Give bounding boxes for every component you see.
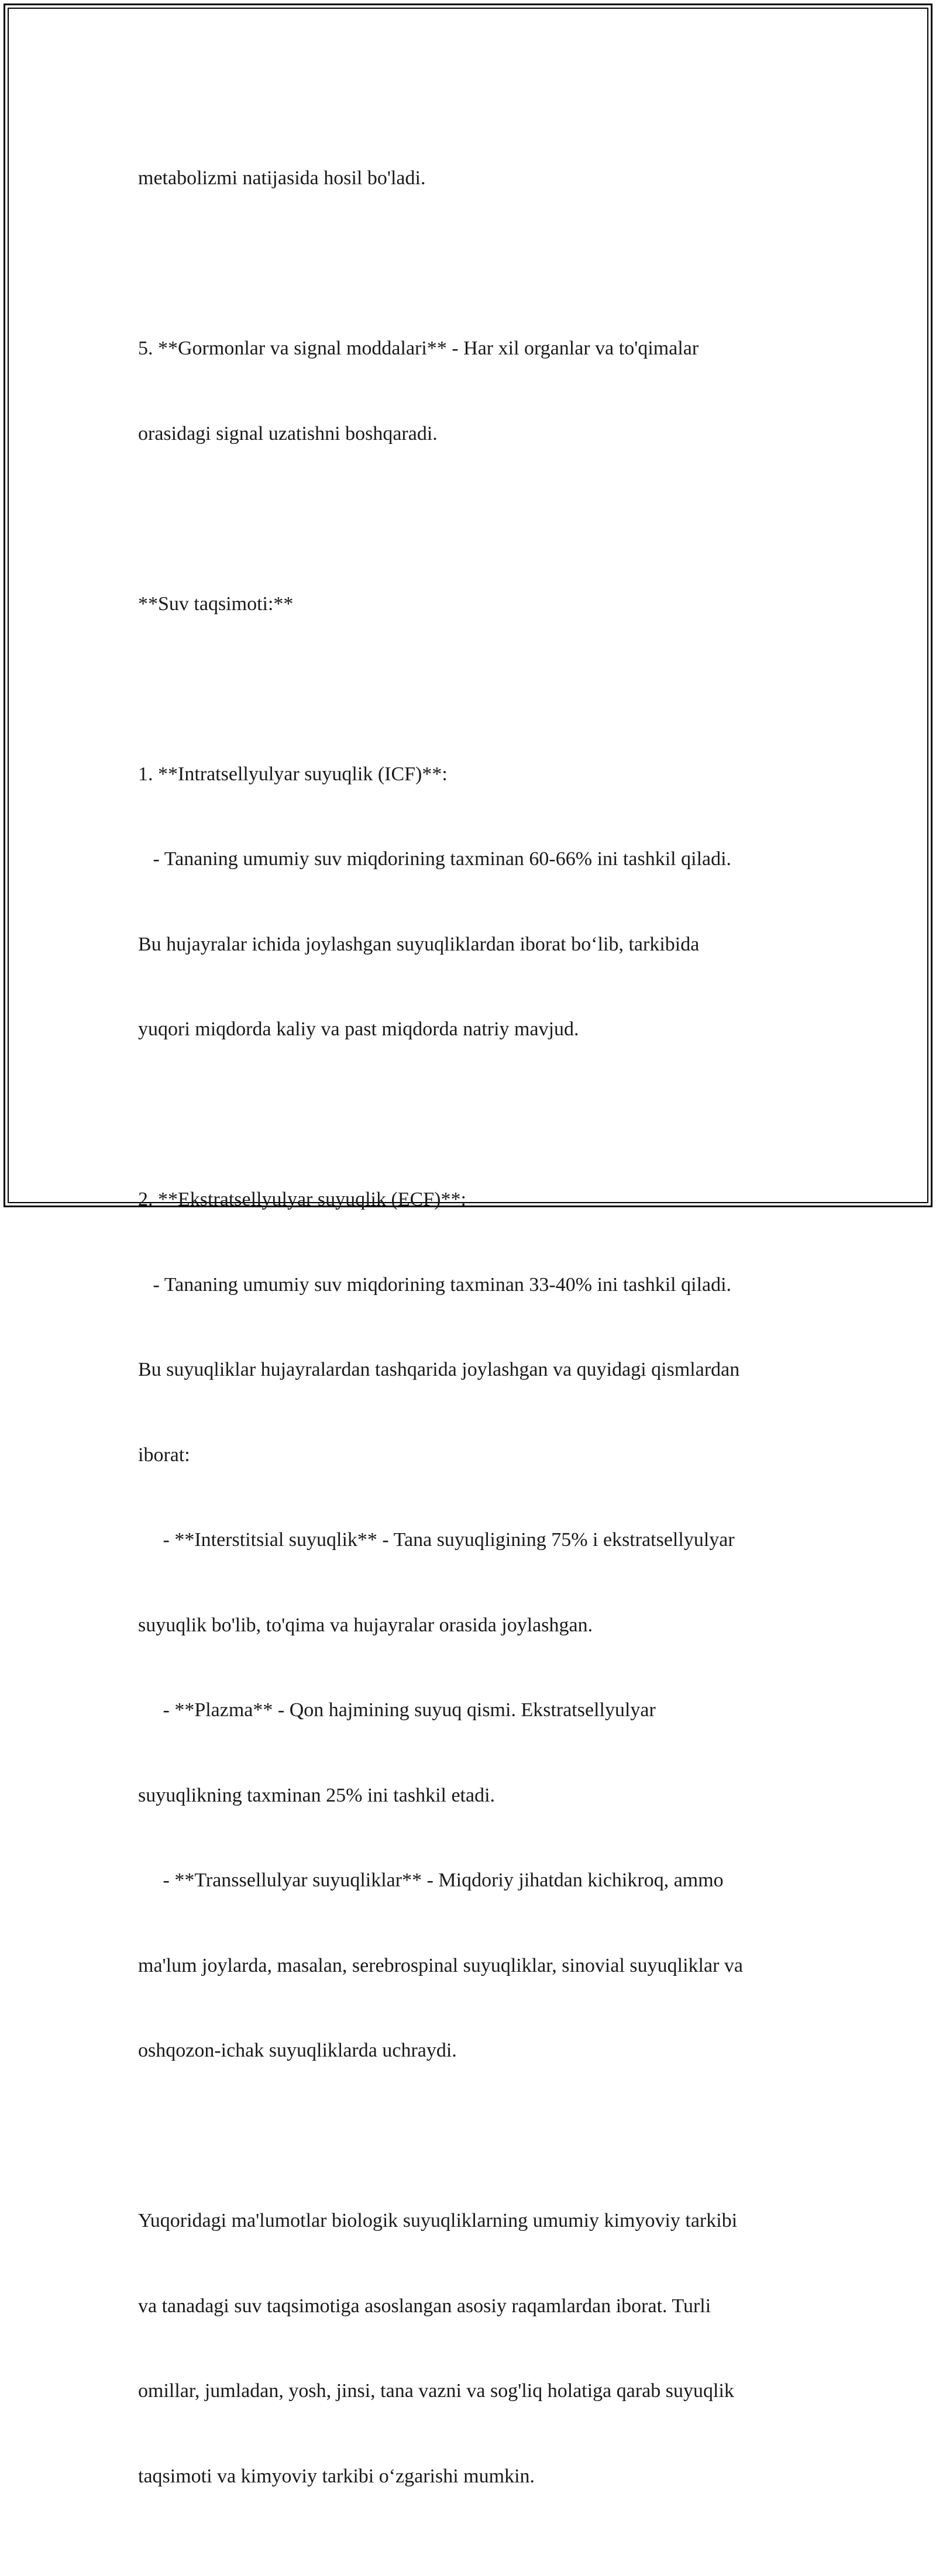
text-line: 1. **Intratsellyulyar suyuqlik (ICF)**:: [138, 763, 448, 785]
text-line: - **Interstitsial suyuqlik** - Tana suyuqligining 75% i ekstratsellyulyar: [138, 1529, 735, 1551]
text-line: 2. **Ekstratsellyulyar suyuqlik (ECF)**:: [138, 1189, 466, 1210]
text-line: metabolizmi natijasida hosil bo'ladi.: [138, 167, 426, 189]
text-line: suyuqlik bo'lib, to'qima va hujayralar orasida joylashgan.: [138, 1614, 593, 1636]
text-line: suyuqlikning taxminan 25% ini tashkil etadi.: [138, 1784, 495, 1806]
paragraph-hormones: [138, 278, 799, 505]
text-line: orasidagi signal uzatishni boshqaradi.: [138, 422, 438, 445]
text-line: - Tananing umumiy suv miqdorining taxminan 33-40% ini tashkil qiladi.: [138, 1273, 732, 1296]
text-line: iborat:: [138, 1444, 190, 1466]
text-line: - **Transsellulyar suyuqliklar** - Miqdoriy jihatdan kichikroq, ammo: [138, 1869, 724, 1891]
text-line: - Tananing umumiy suv miqdorining taxminan 60-66% ini tashkil qiladi.: [138, 848, 732, 870]
paragraph-conclusion: [138, 2150, 799, 2547]
text-line: omillar, jumladan, yosh, jinsi, tana vazni va sog'liq holatiga qarab suyuqlik: [138, 2380, 734, 2402]
text-line: **Suv taqsimoti:**: [138, 593, 294, 615]
heading-water-distribution: [138, 533, 799, 676]
text-line: Bu hujayralar ichida joylashgan suyuqliklardan iborat bo‘lib, tarkibida: [138, 933, 700, 955]
text-line: va tanadagi suv taqsimotiga asoslangan asosiy raqamlardan iborat. Turli: [138, 2295, 711, 2317]
paragraph-metabolism-continuation: [138, 108, 799, 250]
text-line: Bu suyuqliklar hujayralardan tashqarida joylashgan va quyidagi qismlardan: [138, 1359, 740, 1380]
text-line: - **Plazma** - Qon hajmining suyuq qismi. Ekstratsellyulyar: [138, 1699, 656, 1721]
document-body: [138, 108, 799, 2576]
paragraph-icf: [138, 704, 799, 1101]
text-line: Yuqoridagi ma'lumotlar biologik suyuqliklarning umumiy kimyoviy tarkibi: [138, 2210, 738, 2231]
text-line: yuqori miqdorda kaliy va past miqdorda natriy mavjud.: [138, 1018, 579, 1040]
paragraph-ecf: [138, 1129, 799, 2122]
text-line: 5. **Gormonlar va signal moddalari** - Har xil organlar va to'qimalar: [138, 338, 699, 359]
text-line: taqsimoti va kimyoviy tarkibi o‘zgarishi mumkin.: [138, 2465, 535, 2487]
text-line: ma'lum joylarda, masalan, serebrospinal suyuqliklar, sinovial suyuqliklar va: [138, 1954, 743, 1976]
text-line: oshqozon-ichak suyuqliklarda uchraydi.: [138, 2040, 457, 2061]
